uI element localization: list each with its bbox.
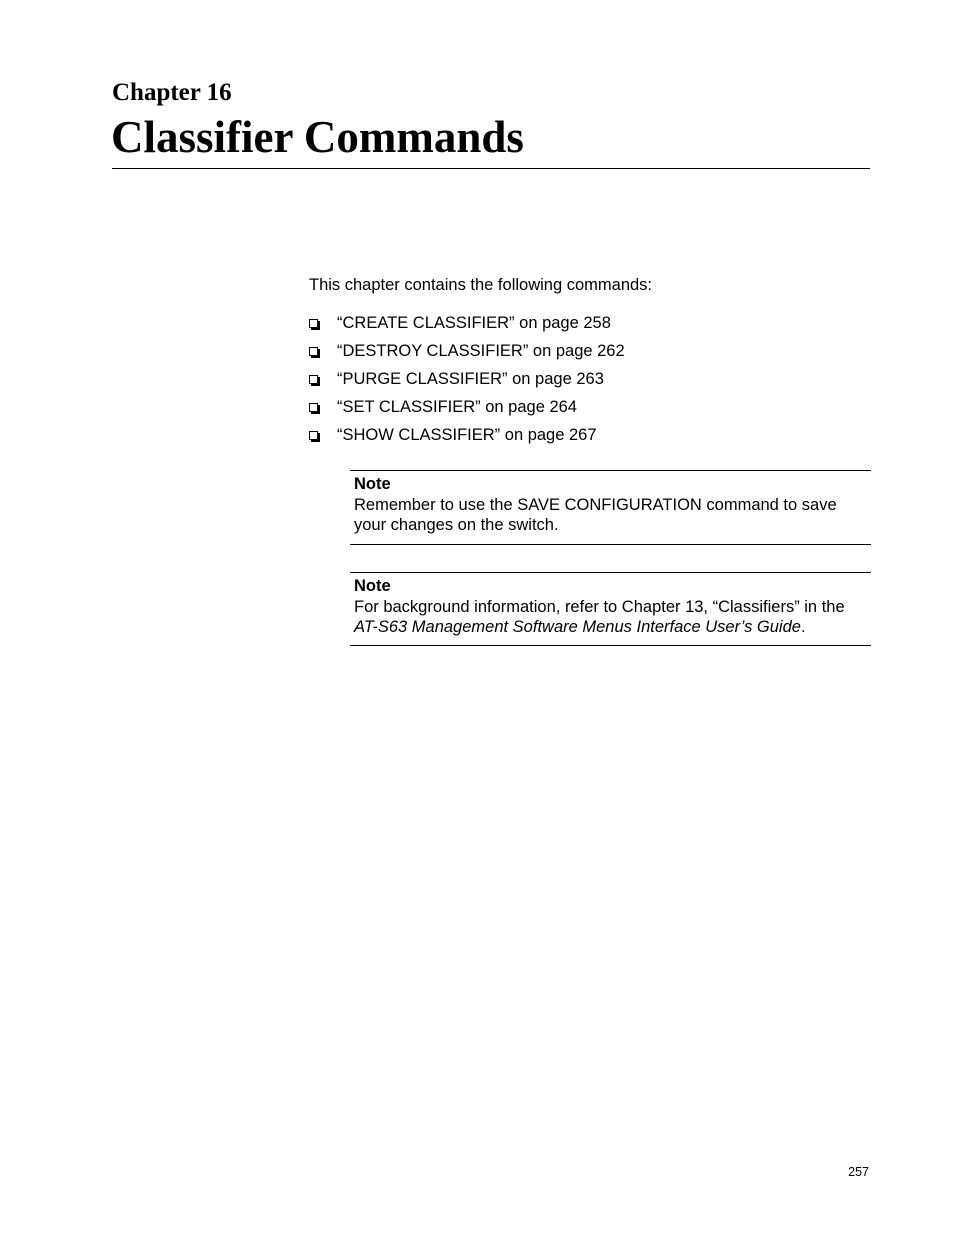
command-link-text[interactable]: “DESTROY CLASSIFIER” on page 262 <box>337 342 625 360</box>
note-text-main: Remember to use the SAVE CONFIGURATION command to save your changes on the switch. <box>354 495 837 534</box>
box-bullet-icon <box>309 347 318 356</box>
box-bullet-icon <box>309 403 318 412</box>
chapter-label: Chapter 16 <box>112 79 232 106</box>
note-background-info <box>350 572 871 646</box>
list-item[interactable] <box>309 425 625 453</box>
command-link-text[interactable]: “SET CLASSIFIER” on page 264 <box>337 398 577 416</box>
list-item[interactable] <box>309 369 625 397</box>
command-link-text[interactable]: “CREATE CLASSIFIER” on page 258 <box>337 314 611 332</box>
page-title: Classifier Commands <box>111 112 524 162</box>
command-link-text[interactable]: “PURGE CLASSIFIER” on page 263 <box>337 370 604 388</box>
box-bullet-icon <box>309 319 318 328</box>
page-number: 257 <box>848 1165 869 1179</box>
note-text-end: . <box>800 618 806 636</box>
box-bullet-icon <box>309 431 318 440</box>
note-text <box>354 495 867 536</box>
list-item[interactable] <box>309 341 625 369</box>
note-text-main: For background information, refer to Chapter 13, “Classifiers” in the <box>354 597 845 616</box>
list-item[interactable] <box>309 397 625 425</box>
intro-text: This chapter contains the following commands: <box>309 276 653 294</box>
note-heading: Note <box>354 577 391 595</box>
box-bullet-icon <box>309 375 318 384</box>
list-item[interactable] <box>309 313 625 341</box>
command-link-text[interactable]: “SHOW CLASSIFIER” on page 267 <box>337 426 597 444</box>
note-save-configuration <box>350 470 871 545</box>
note-heading: Note <box>354 475 391 493</box>
note-text <box>354 597 867 638</box>
command-list <box>309 313 625 453</box>
title-divider <box>112 168 870 169</box>
guide-title: AT-S63 Management Software Menus Interface User’s Guide <box>354 618 801 636</box>
